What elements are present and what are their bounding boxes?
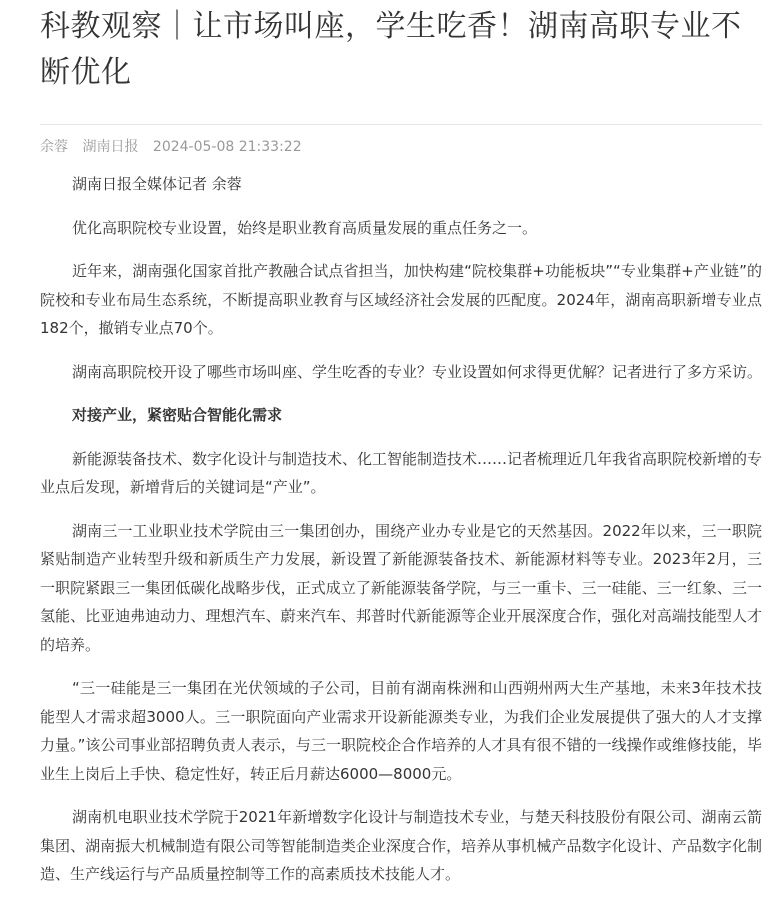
paragraph-quote: “三一硅能是三一集团在光伏领域的子公司，目前有湖南株洲和山西朔州两大生产基地，未来3年技术技能型人才需求超3000人。三一职院面向产业需求开设新能源类专业，为我们企业发展提供了强大的人才支撑力量。”该公司事业部招聘负责人表示，与三一职院校企合作培养的人才具有很不错的一线操作或维修技能，毕业生上岗后上手快、稳定性好，转正后月薪达6000—8000元。 [40,679,762,783]
meta-author: 余蓉 [40,139,68,155]
meta-datetime: 2024-05-08 21:33:22 [152,139,302,155]
section-heading: 对接产业，紧密贴合智能化需求 [72,406,283,424]
paragraph-byline: 湖南日报全媒体记者 余蓉 [72,175,242,193]
title-divider [40,124,762,125]
paragraph: 湖南高职院校开设了哪些市场叫座、学生吃香的专业？专业设置如何求得更优解？记者进行了多方采访。 [72,362,763,381]
article-body [40,170,762,889]
meta-source: 湖南日报 [82,139,139,155]
article-title: 科教观察｜让市场叫座，学生吃香！湖南高职专业不断优化 [40,9,742,90]
paragraph: 优化高职院校专业设置，始终是职业教育高质量发展的重点任务之一。 [72,218,538,237]
paragraph: 湖南三一工业职业技术学院由三一集团创办，围绕产业办专业是它的天然基因。2022年以来，三一职院紧贴制造产业转型升级和新质生产力发展，新设置了新能源装备技术、新能源材料等专业。2023年2月，三一职院紧跟三一集团低碳化战略步伐，正式成立了新能源装备学院，与三一重卡、三一硅能、三一红象、三一氢能、比亚迪弗迪动力、理想汽车、蔚来汽车、邦普时代新能源等企业开展深度合作，强化对高端技能型人才的培养。 [40,521,762,654]
paragraph: 湖南机电职业技术学院于2021年新增数字化设计与制造技术专业，与楚天科技股份有限公司、湖南云箭集团、湖南振大机械制造有限公司等智能制造类企业深度合作，培养从事机械产品数字化设计、产品数字化制造、生产线运行与产品质量控制等工作的高素质技术技能人才。 [40,808,762,883]
article [40,0,762,904]
paragraph: 近年来，湖南强化国家首批产教融合试点省担当，加快构建“院校集群+功能板块”“专业集群+产业链”的院校和专业布局生态系统，不断提高职业教育与区域经济社会发展的匹配度。2024年，湖南高职新增专业点182个，撤销专业点70个。 [40,262,762,337]
paragraph: 新能源装备技术、数字化设计与制造技术、化工智能制造技术……记者梳理近几年我省高职院校新增的专业点后发现，新增背后的关键词是“产业”。 [40,449,763,496]
article-meta [40,136,762,158]
